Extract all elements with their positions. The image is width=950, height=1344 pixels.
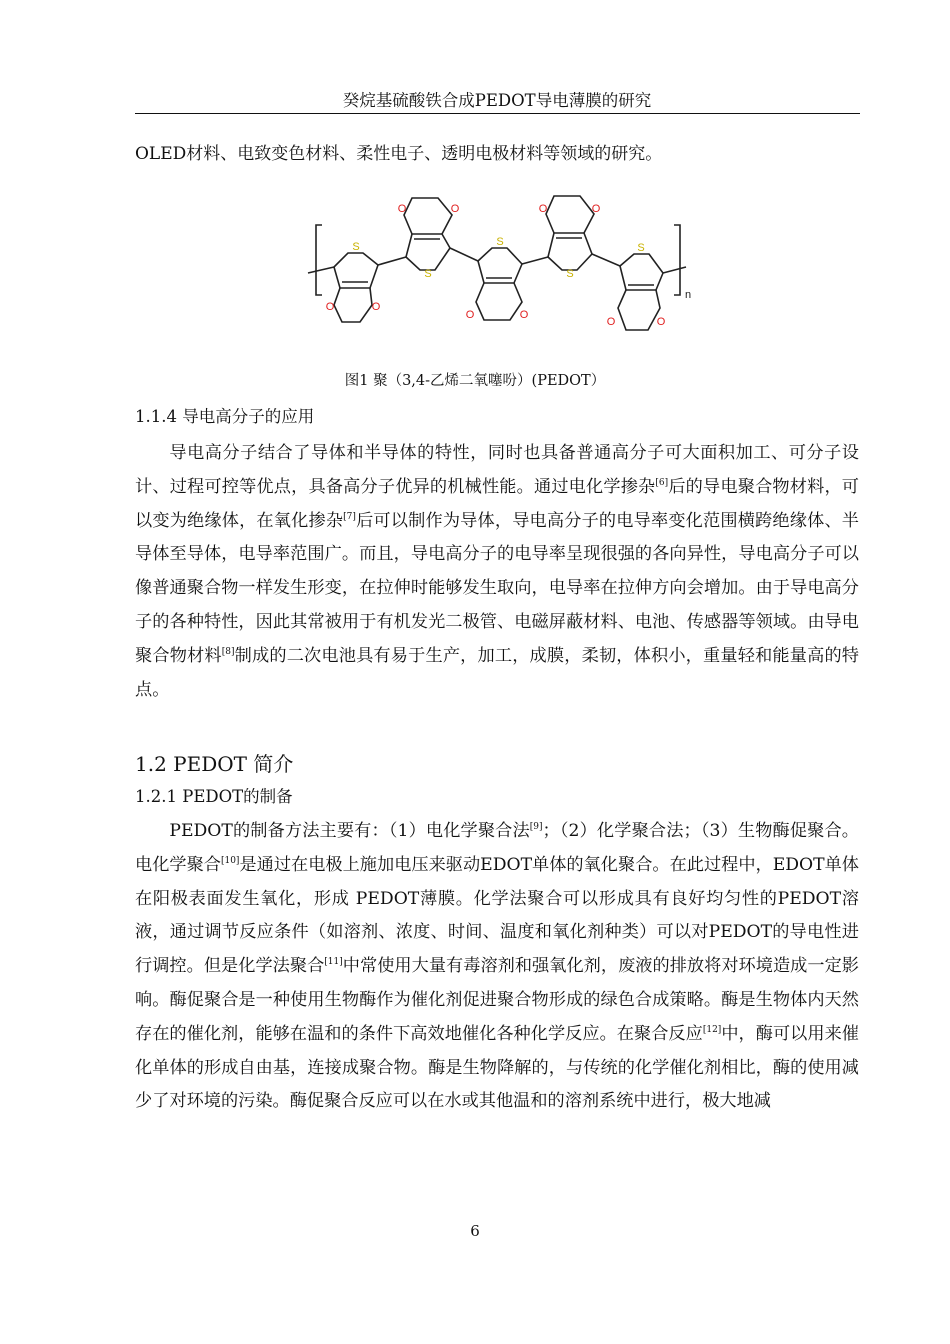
atom-o: O	[591, 203, 601, 215]
atom-s: S	[496, 236, 504, 248]
running-header: 癸烷基硫酸铁合成PEDOT导电薄膜的研究	[342, 91, 652, 110]
right-bracket	[674, 225, 680, 295]
repeat-subscript: n	[684, 289, 692, 301]
page-number: 6	[470, 1222, 480, 1240]
citation: [8]	[221, 646, 235, 657]
section-heading-1-2: 1.2 PEDOT 简介	[135, 752, 294, 776]
atom-o: O	[656, 316, 666, 328]
atom-o: O	[371, 301, 381, 313]
citation: [9]	[529, 822, 543, 832]
atom-o: O	[465, 309, 475, 321]
paragraph-preparation: PEDOT的制备方法主要有：（1）电化学聚合法[9]；（2）化学聚合法；（3）生物酶促聚合。电化学聚合[10]是通过在电极上施加电压来驱动EDOT单体的氧化聚合。在此过程中，EDOT单体在阳极表面发生氧化，形成 PEDOT薄膜。化学法聚合可以形成具有良好均匀性的PEDOT溶液，通过调节反应条件（如溶剂、浓度、时间、温度和氧化剂种类）可以对PEDOT的导电性进行调控。但是化学法聚合[11]中常使用大量有毒溶剂和强氧化剂，废液的排放将对环境造成一定影响。酶促聚合是一种使用生物酶作为催化剂促进聚合物形成的绿色合成策略。酶是生物体内天然存在的催化剂，能够在温和的条件下高效地催化各种化学反应。在聚合反应[12]中，酶可以用来催化单体的形成自由基，连接成聚合物。酶是生物降解的，与传统的化学催化剂相比，酶的使用减少了对环境的污染。酶促聚合反应可以在水或其他温和的溶剂系统中进行，极大地减	[135, 821, 859, 1112]
header-rule	[135, 113, 860, 114]
left-bracket	[316, 225, 322, 295]
atom-o: O	[450, 203, 460, 215]
section-heading-1-2-1: 1.2.1 PEDOT的制备	[135, 787, 293, 806]
atom-o: O	[519, 309, 529, 321]
atom-s: S	[566, 268, 574, 280]
atom-s: S	[637, 242, 645, 254]
atom-o: O	[325, 301, 335, 313]
figure-caption: 图1 聚（3,4-乙烯二氧噻吩）(PEDOT）	[344, 373, 606, 389]
citation: [7]	[343, 511, 356, 522]
atom-o: O	[397, 203, 407, 215]
pedot-structure-figure	[300, 170, 700, 360]
atom-o: O	[606, 316, 616, 328]
section-heading-1-1-4: 1.1.4 导电高分子的应用	[135, 407, 315, 426]
citation: [6]	[655, 477, 669, 488]
citation: [11]	[324, 957, 343, 968]
atom-s: S	[352, 241, 360, 253]
citation: [10]	[220, 855, 240, 866]
intro-line: OLED材料、电致变色材料、柔性电子、透明电极材料等领域的研究。	[135, 144, 663, 164]
atom-o: O	[538, 203, 548, 215]
citation: [12]	[702, 1024, 722, 1035]
paragraph-applications: 导电高分子结合了导体和半导体的特性，同时也具备普通高分子可大面积加工、可分子设计、过程可控等优点，具备高分子优异的机械性能。通过电化学掺杂[6]后的导电聚合物材料，可以变为绝缘体，在氧化掺杂[7]后可以制作为导体，导电高分子的电导率变化范围横跨绝缘体、半导体至导体，电导率范围广。而且，导电高分子的电导率呈现很强的各向异性，导电高分子可以像普通聚合物一样发生形变，在拉伸时能够发生取向，电导率在拉伸方向会增加。由于导电高分子的各种特性，因此其常被用于有机发光二极管、电磁屏蔽材料、电池、传感器等领域。由导电聚合物材料[8]制成的二次电池具有易于生产，加工，成膜，柔韧，体积小，重量轻和能量高的特点。	[135, 443, 859, 700]
atom-s: S	[424, 268, 432, 280]
